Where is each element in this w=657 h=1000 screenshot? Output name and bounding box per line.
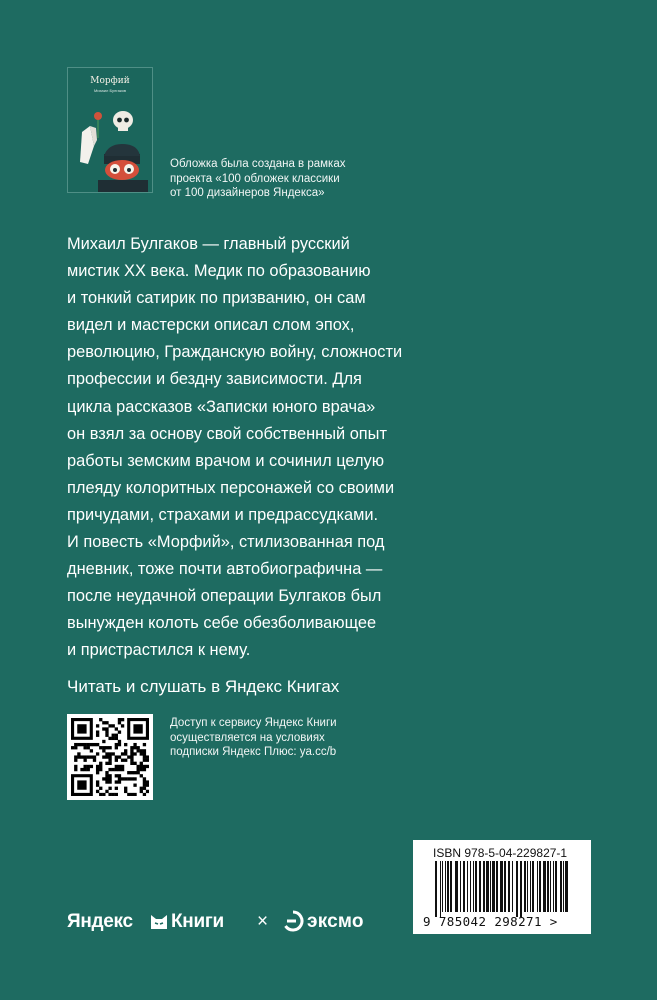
- annotation-line: причудами, страхами и предрассудками.: [67, 505, 379, 524]
- cover-illustration: [68, 68, 153, 193]
- caption-line: от 100 дизайнеров Яндекса»: [170, 187, 325, 199]
- caption-line: проекта «100 обложек классики: [170, 172, 340, 185]
- note-line: Доступ к сервису Яндекс Книги: [170, 717, 337, 729]
- barcode-graphic: [435, 861, 570, 917]
- isbn-label: ISBN 978-5-04-229827-1: [433, 846, 568, 860]
- cover-title: Морфий: [90, 76, 130, 86]
- yandex-logo-text: Яндекс: [67, 911, 133, 932]
- annotation-line: и тонкий сатирик по призванию, он сам: [67, 289, 366, 308]
- eksmo-logo-text: эксмо: [307, 911, 364, 932]
- annotation-line: он взял за основу свой собственный опыт: [67, 424, 387, 443]
- publisher-logos: [67, 906, 407, 936]
- qr-code-icon[interactable]: [67, 714, 153, 800]
- annotation-line: цикла рассказов «Записки юного врача»: [67, 397, 376, 416]
- isbn-digits: 9 785042 298271 >: [423, 914, 558, 929]
- annotation-line: работы земским врачом и сочинил целую: [67, 451, 385, 470]
- note-line: осуществляется на условиях: [170, 731, 325, 744]
- annotation-line: видел и мастерски описал слом эпох,: [67, 316, 355, 335]
- eksmo-logo-icon: [282, 910, 304, 932]
- cover-author: Михаил Булгаков: [94, 88, 126, 93]
- qr-code-graphic: [71, 718, 149, 796]
- knigi-logo-text: Книги: [171, 911, 224, 932]
- subscription-note: [170, 716, 390, 760]
- annotation-line: Михаил Булгаков — главный русский: [67, 235, 350, 253]
- annotation-line: профессии и бездну зависимости. Для: [67, 370, 362, 389]
- annotation-line: плеяду колоритных персонажей со своими: [67, 478, 395, 497]
- annotation-line: дневник, тоже почти автобиографична —: [67, 560, 383, 579]
- cat-logo-icon: [149, 912, 169, 932]
- annotation-line: мистик XX века. Медик по образованию: [67, 262, 371, 281]
- annotation-line: революцию, Гражданскую войну, сложности: [67, 343, 403, 362]
- cover-thumbnail: [67, 67, 153, 193]
- note-line: подписки Яндекс Плюс: ya.cc/b: [170, 746, 337, 758]
- caption-line: Обложка была создана в рамках: [170, 158, 346, 170]
- annotation-line: и пристрастился к нему.: [67, 641, 251, 660]
- isbn-barcode-block: [413, 840, 591, 934]
- cover-caption: [170, 157, 390, 201]
- read-heading: Читать и слушать в Яндекс Книгах: [67, 677, 340, 696]
- book-annotation: [67, 231, 447, 665]
- annotation-line: И повесть «Морфий», стилизованная под: [67, 533, 385, 552]
- logo-separator: ×: [257, 911, 269, 932]
- annotation-line: вынужден колоть себе обезболивающее: [67, 614, 377, 633]
- annotation-line: после неудачной операции Булгаков был: [67, 587, 382, 606]
